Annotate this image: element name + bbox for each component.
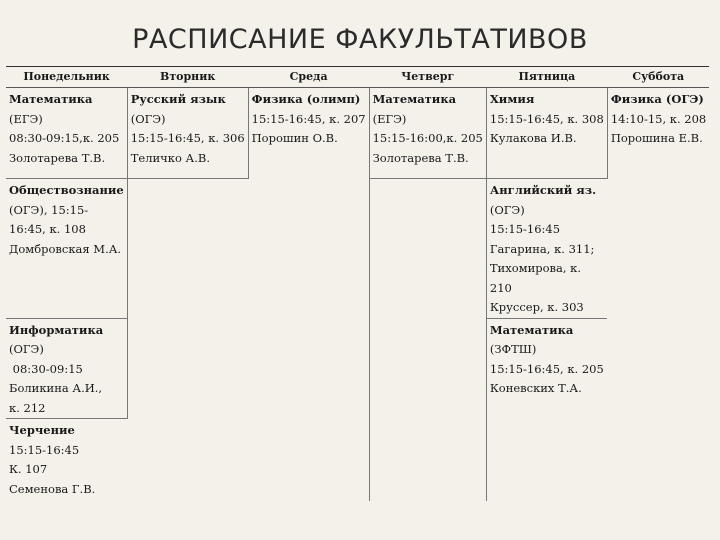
cell-line: Кулакова И.В. — [489, 131, 577, 145]
cell-friday-english — [486, 179, 607, 319]
cell-monday-math — [6, 88, 127, 179]
cell-line: (ЕГЭ) — [372, 111, 407, 126]
cell-line: 15:15-16:00,к. 205 — [372, 131, 483, 145]
cell-line: 15:15-16:45, к. 207 — [251, 111, 366, 126]
cell-line: 16:45, к. 108 — [9, 222, 86, 236]
cell-line: Боликина А.И., — [9, 381, 103, 395]
header-thursday: Четверг — [369, 67, 486, 88]
cell-saturday-physics — [607, 88, 709, 502]
cell-tuesday-empty — [127, 179, 248, 502]
subject: Химия — [489, 92, 535, 106]
cell-friday-math — [486, 318, 607, 501]
header-saturday: Суббота — [607, 67, 709, 88]
cell-monday-drawing — [6, 419, 127, 502]
cell-line: 15:15-16:45, к. 308 — [489, 111, 604, 126]
header-wednesday: Среда — [248, 67, 369, 88]
cell-friday-chemistry — [486, 88, 607, 179]
header-monday: Понедельник — [6, 67, 127, 88]
cell-line: Порошина Е.В. — [610, 131, 703, 145]
subject: Математика — [9, 92, 93, 106]
cell-line: (ОГЭ) — [489, 202, 525, 217]
subject: Физика (ОГЭ) — [610, 92, 704, 106]
cell-line: К. 107 — [9, 462, 48, 476]
cell-line: 08:30-09:15,к. 205 — [9, 131, 120, 145]
cell-line: Гагарина, к. 311; — [489, 241, 595, 256]
cell-line: (ОГЭ) — [130, 111, 166, 126]
subject: Черчение — [9, 423, 75, 437]
cell-line: (ОГЭ), 15:15- — [9, 202, 89, 217]
cell-line: (ЗФТШ) — [489, 342, 537, 356]
subject: Математика — [489, 322, 574, 337]
page-title: РАСПИСАНИЕ ФАКУЛЬТАТИВОВ — [132, 24, 588, 55]
cell-line: Семенова Г.В. — [9, 481, 96, 496]
schedule-table — [6, 66, 709, 501]
cell-line: Домбровская М.А. — [9, 241, 122, 256]
subject: Русский язык — [130, 92, 226, 106]
cell-line: 08:30-09:15 — [9, 361, 83, 376]
cell-monday-social — [6, 179, 127, 319]
cell-monday-informatics — [6, 318, 127, 419]
header-row — [6, 67, 709, 88]
subject: Информатика — [9, 322, 104, 337]
cell-line: Коневских Т.А. — [489, 381, 582, 395]
header-tuesday: Вторник — [127, 67, 248, 88]
subject: Физика (олимп) — [251, 92, 361, 106]
cell-line: 210 — [489, 280, 512, 295]
cell-line: 15:15-16:45 — [489, 222, 561, 236]
cell-line: 14:10-15, к. 208 — [610, 111, 707, 126]
cell-line: Тихомирова, к. — [489, 261, 581, 275]
cell-tuesday-russian — [127, 88, 248, 179]
header-friday: Пятница — [486, 67, 607, 88]
cell-line: (ОГЭ) — [9, 342, 44, 356]
cell-line: 15:15-16:45, к. 306 — [130, 131, 245, 145]
subject: Математика — [372, 92, 457, 106]
cell-line: Порошин О.В. — [251, 131, 338, 145]
cell-thursday-empty — [369, 179, 486, 502]
cell-line: Теличко А.В. — [130, 150, 211, 165]
cell-line: (ЕГЭ) — [9, 111, 43, 126]
cell-line: 15:15-16:45 — [9, 442, 80, 457]
cell-wednesday-physics — [248, 88, 369, 502]
cell-line: Золотарева Т.В. — [372, 150, 469, 165]
table-row — [6, 88, 709, 179]
cell-thursday-math — [369, 88, 486, 179]
cell-line: к. 212 — [9, 400, 46, 415]
subject: Обществознание — [9, 183, 124, 197]
cell-line: 15:15-16:45, к. 205 — [489, 361, 604, 376]
cell-line: Золотарева Т.В. — [9, 150, 106, 165]
subject: Английский яз. — [489, 183, 597, 197]
cell-line: Круссер, к. 303 — [489, 300, 584, 314]
